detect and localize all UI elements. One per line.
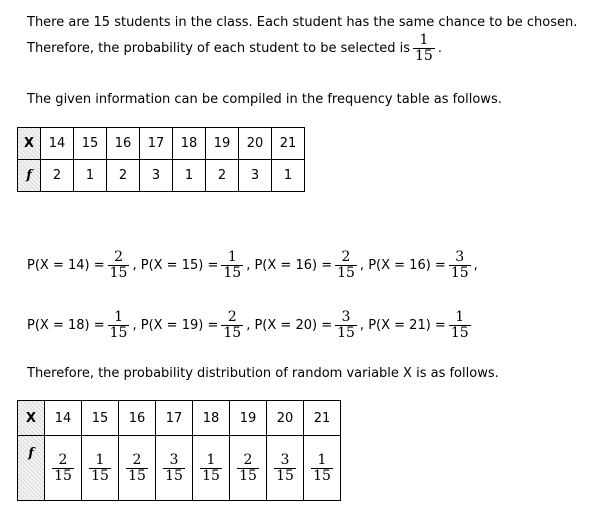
probability-separator: , bbox=[473, 258, 478, 273]
fraction-numerator: 3 bbox=[163, 453, 185, 469]
probability-item bbox=[141, 310, 251, 341]
probability-separator: , bbox=[132, 318, 137, 333]
fraction-denominator: 15 bbox=[337, 265, 355, 281]
fraction-numerator: 3 bbox=[335, 310, 357, 326]
probability-item bbox=[368, 310, 473, 341]
probability-separator: , bbox=[359, 318, 365, 333]
probability-expression: P(X = 16) = bbox=[254, 258, 333, 273]
x-value-cell: 19 bbox=[206, 128, 239, 160]
probability-fraction bbox=[52, 453, 74, 484]
f-header-cell: f bbox=[18, 160, 41, 192]
f-value-cell bbox=[304, 436, 341, 501]
fraction-numerator: 3 bbox=[449, 250, 471, 266]
fraction-numerator: 1 bbox=[221, 250, 243, 266]
fraction-numerator: 1 bbox=[200, 453, 222, 469]
probability-fraction bbox=[108, 310, 130, 341]
x-value-cell: 18 bbox=[173, 128, 206, 160]
probability-fraction bbox=[449, 250, 471, 281]
frequency-table bbox=[17, 127, 305, 192]
f-value-cell: 2 bbox=[107, 160, 140, 192]
f-value-cell: 2 bbox=[41, 160, 74, 192]
probability-fraction bbox=[108, 250, 130, 281]
fraction-denominator: 15 bbox=[450, 265, 469, 281]
x-value-cell: 21 bbox=[272, 128, 305, 160]
probability-fraction bbox=[126, 453, 148, 484]
probability-fraction bbox=[335, 310, 357, 341]
fraction-denominator: 15 bbox=[337, 325, 355, 341]
x-value-cell: 15 bbox=[82, 401, 119, 436]
distribution-intro: Therefore, the probability distribution of random variable X is as follows. bbox=[27, 366, 499, 381]
probability-fraction bbox=[311, 453, 333, 484]
intro-sentence: There are 15 students in the class. Each student has the same chance to be chosen. bbox=[27, 15, 578, 30]
probability-separator: , bbox=[246, 258, 251, 273]
probability-fraction bbox=[335, 250, 357, 281]
f-value-cell bbox=[267, 436, 304, 501]
f-value-cell: 1 bbox=[272, 160, 305, 192]
fraction-denominator: 15 bbox=[165, 467, 183, 484]
probability-expression: P(X = 21) = bbox=[368, 318, 446, 333]
fraction-numerator: 2 bbox=[237, 453, 259, 469]
probability-expression: P(X = 20) = bbox=[254, 318, 333, 333]
probability-fraction bbox=[237, 453, 259, 484]
fraction-denominator: 15 bbox=[276, 467, 294, 484]
probability-item bbox=[368, 250, 478, 281]
fraction-numerator: 1 bbox=[108, 310, 130, 326]
fraction-numerator: 1 bbox=[449, 310, 471, 326]
probability-item bbox=[27, 250, 137, 281]
probability-expression: P(X = 18) = bbox=[27, 318, 105, 333]
fraction-denominator: 15 bbox=[223, 265, 242, 281]
probability-fraction bbox=[274, 453, 296, 484]
probability-fraction bbox=[200, 453, 222, 484]
probability-separator: , bbox=[359, 258, 365, 273]
fraction-denominator: 15 bbox=[414, 48, 433, 64]
probability-distribution-table bbox=[17, 400, 341, 501]
f-value-cell: 3 bbox=[140, 160, 173, 192]
probability-expression: P(X = 14) = bbox=[27, 258, 105, 273]
probability-item bbox=[254, 310, 364, 341]
selection-probability-sentence bbox=[27, 33, 442, 64]
probability-separator: , bbox=[132, 258, 137, 273]
probability-separator: , bbox=[246, 318, 251, 333]
fraction-denominator: 15 bbox=[54, 467, 72, 484]
fraction-denominator: 15 bbox=[109, 325, 128, 341]
fraction-numerator: 2 bbox=[221, 310, 243, 326]
x-value-cell: 20 bbox=[239, 128, 272, 160]
fraction-denominator: 15 bbox=[313, 467, 331, 484]
fraction-numerator: 3 bbox=[274, 453, 296, 469]
f-value-cell: 3 bbox=[239, 160, 272, 192]
probability-expression: P(X = 19) = bbox=[140, 318, 219, 333]
probability-row-2 bbox=[27, 310, 474, 341]
f-header-cell: f bbox=[18, 436, 45, 501]
table-row-f bbox=[18, 160, 305, 192]
probability-expression: P(X = 15) = bbox=[140, 258, 219, 273]
frequency-table-intro: The given information can be compiled in the frequency table as follows. bbox=[27, 92, 502, 107]
probability-item bbox=[27, 310, 137, 341]
f-value-cell: 2 bbox=[206, 160, 239, 192]
fraction-denominator: 15 bbox=[223, 325, 242, 341]
x-header-cell: X bbox=[18, 401, 45, 436]
selection-probability-prefix: Therefore, the probability of each student to be selected is bbox=[27, 41, 410, 56]
table-row-f bbox=[18, 436, 341, 501]
f-value-cell bbox=[193, 436, 230, 501]
x-header-cell: X bbox=[18, 128, 41, 160]
f-value-cell bbox=[156, 436, 193, 501]
probability-fraction bbox=[449, 310, 471, 341]
fraction-numerator: 2 bbox=[126, 453, 148, 469]
f-value-cell bbox=[230, 436, 267, 501]
probability-item bbox=[254, 250, 364, 281]
x-value-cell: 19 bbox=[230, 401, 267, 436]
x-value-cell: 16 bbox=[107, 128, 140, 160]
x-value-cell: 20 bbox=[267, 401, 304, 436]
table-row-x bbox=[18, 401, 341, 436]
probability-fraction bbox=[221, 250, 243, 281]
fraction-denominator: 15 bbox=[450, 325, 469, 341]
probability-fraction bbox=[163, 453, 185, 484]
f-value-cell bbox=[82, 436, 119, 501]
probability-fraction bbox=[221, 310, 243, 341]
f-value-cell: 1 bbox=[173, 160, 206, 192]
fraction-numerator: 1 bbox=[413, 33, 435, 49]
fraction-numerator: 1 bbox=[311, 453, 333, 469]
x-value-cell: 14 bbox=[45, 401, 82, 436]
table-row-x bbox=[18, 128, 305, 160]
selection-probability-suffix: . bbox=[437, 41, 442, 56]
fraction-denominator: 15 bbox=[128, 467, 146, 484]
fraction-denominator: 15 bbox=[109, 265, 128, 281]
x-value-cell: 14 bbox=[41, 128, 74, 160]
probability-row-1 bbox=[27, 250, 478, 281]
x-value-cell: 17 bbox=[156, 401, 193, 436]
x-value-cell: 16 bbox=[119, 401, 156, 436]
x-value-cell: 21 bbox=[304, 401, 341, 436]
x-value-cell: 17 bbox=[140, 128, 173, 160]
fraction-denominator: 15 bbox=[91, 467, 109, 484]
fraction-numerator: 1 bbox=[89, 453, 111, 469]
probability-item bbox=[141, 250, 251, 281]
selection-probability-fraction bbox=[413, 33, 435, 64]
f-value-cell bbox=[45, 436, 82, 501]
probability-fraction bbox=[89, 453, 111, 484]
fraction-numerator: 2 bbox=[335, 250, 357, 266]
x-value-cell: 15 bbox=[74, 128, 107, 160]
fraction-denominator: 15 bbox=[202, 467, 220, 484]
probability-expression: P(X = 16) = bbox=[368, 258, 446, 273]
f-value-cell bbox=[119, 436, 156, 501]
fraction-denominator: 15 bbox=[239, 467, 257, 484]
f-value-cell: 1 bbox=[74, 160, 107, 192]
fraction-numerator: 2 bbox=[52, 453, 74, 469]
x-value-cell: 18 bbox=[193, 401, 230, 436]
fraction-numerator: 2 bbox=[108, 250, 130, 266]
